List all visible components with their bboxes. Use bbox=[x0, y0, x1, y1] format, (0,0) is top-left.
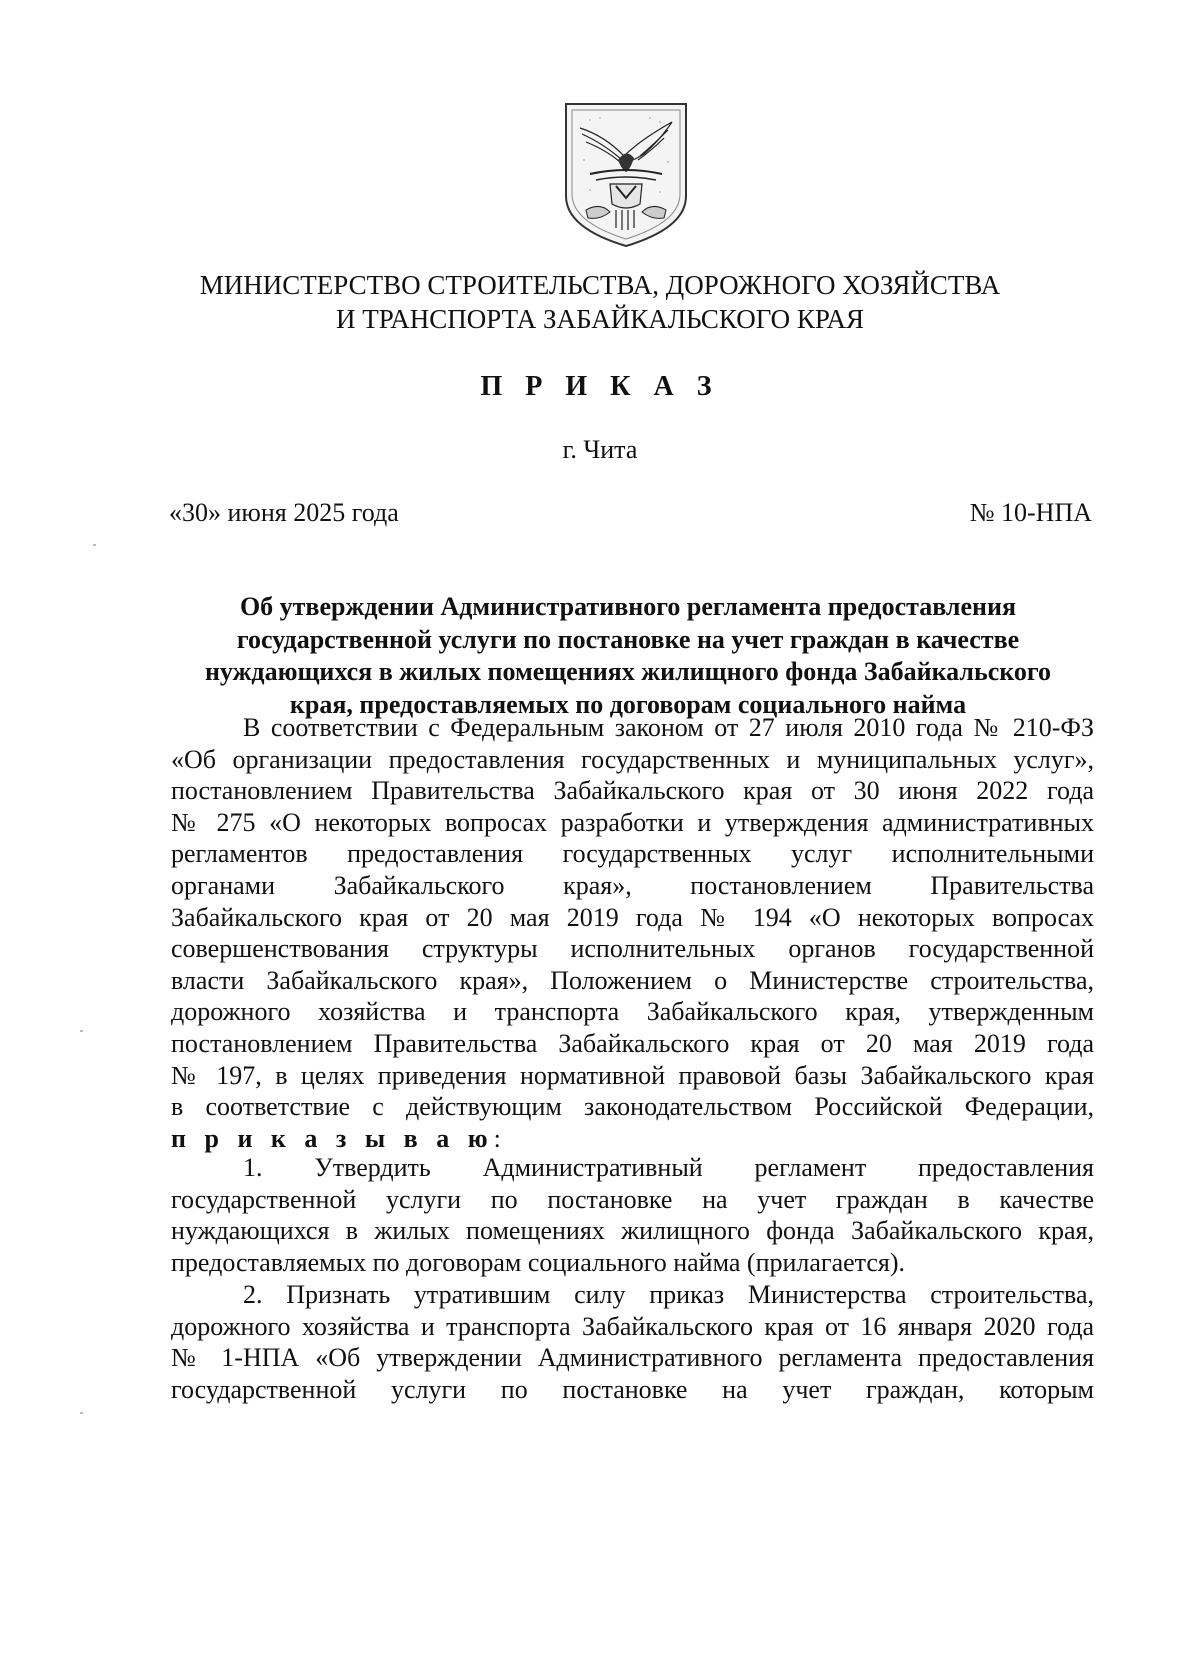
order-number: № 10-НПА bbox=[969, 498, 1092, 527]
document-type-title: П Р И К А З bbox=[480, 371, 720, 402]
decree-word: п р и к а з ы в а ю bbox=[171, 1123, 494, 1153]
preamble-line: дорожного хозяйства и транспорта Забайкальского края, утвержденным bbox=[171, 997, 1094, 1027]
clause-line: государственной услуги по постановке на учет граждан, которым bbox=[171, 1374, 1094, 1404]
subject-line: государственной услуги по постановке на учет граждан в качестве bbox=[236, 624, 1020, 654]
clause-1 bbox=[171, 1152, 1094, 1278]
clause-line: 1. Утвердить Административный регламент предоставления bbox=[243, 1153, 1094, 1182]
preamble-paragraph bbox=[171, 712, 1094, 1154]
preamble-line: «Об организации предоставления государственных и муниципальных услуг», bbox=[171, 744, 1094, 774]
preamble-line: совершенствования структуры исполнительных органов государственной bbox=[171, 934, 1094, 964]
preamble-line: органами Забайкальского края», постановлением Правительства bbox=[171, 870, 1094, 900]
city-of-issue: г. Чита bbox=[562, 435, 638, 464]
clause-line: 2. Признать утратившим силу приказ Министерства строительства, bbox=[243, 1280, 1094, 1309]
subject-line: нуждающихся в жилых помещениях жилищного фонда Забайкальского bbox=[204, 657, 1052, 686]
scan-mark bbox=[80, 1412, 83, 1414]
ministry-name-line-2: И ТРАНСПОРТА ЗАБАЙКАЛЬСКОГО КРАЯ bbox=[336, 304, 864, 334]
clause-line: № 1-НПА «Об утверждении Административного регламента предоставления bbox=[171, 1343, 1094, 1373]
decree-colon: : bbox=[493, 1123, 501, 1153]
subject-line: края, предоставляемых по договорам социального найма bbox=[289, 689, 967, 719]
clause-line: государственной услуги по постановке на учет граждан в качестве bbox=[171, 1184, 1094, 1214]
ministry-name bbox=[150, 268, 1050, 336]
ministry-name-line-1: МИНИСТЕРСТВО СТРОИТЕЛЬСТВА, ДОРОЖНОГО ХОЗЯЙСТВА bbox=[199, 270, 1001, 300]
preamble-line: регламентов предоставления государственных услуг исполнительными bbox=[171, 839, 1094, 869]
preamble-line: № 275 «О некоторых вопросах разработки и утверждения административных bbox=[171, 807, 1094, 837]
preamble-line: В соответствии с Федеральным законом от 27 июля 2010 года № 210-ФЗ bbox=[243, 713, 1094, 742]
decree-line bbox=[171, 1123, 1094, 1155]
coat-of-arms-icon bbox=[560, 100, 692, 248]
preamble-line: постановлением Правительства Забайкальского края от 20 мая 2019 года bbox=[171, 1028, 1094, 1058]
scan-mark bbox=[93, 544, 96, 546]
preamble-line: Забайкальского края от 20 мая 2019 года № 194 «О некоторых вопросах bbox=[171, 902, 1094, 932]
preamble-line: в соответствие с действующим законодательством Российской Федерации, bbox=[171, 1092, 1094, 1122]
clause-line: нуждающихся в жилых помещениях жилищного фонда Забайкальского края, bbox=[171, 1216, 1094, 1246]
clause-2 bbox=[171, 1279, 1094, 1405]
order-date: «30» июня 2025 года bbox=[169, 498, 399, 527]
order-subject bbox=[165, 591, 1091, 721]
subject-line: Об утверждении Административного регламента предоставления bbox=[239, 592, 1017, 621]
preamble-line: власти Забайкальского края», Положением о Министерстве строительства, bbox=[171, 965, 1094, 995]
clause-line: предоставляемых по договорам социального найма (прилагается). bbox=[171, 1247, 905, 1277]
preamble-line: № 197, в целях приведения нормативной правовой базы Забайкальского края bbox=[171, 1060, 1094, 1090]
scan-mark bbox=[80, 1030, 83, 1032]
preamble-line: постановлением Правительства Забайкальского края от 30 июня 2022 года bbox=[171, 776, 1094, 806]
clause-line: дорожного хозяйства и транспорта Забайкальского края от 16 января 2020 года bbox=[171, 1311, 1094, 1341]
